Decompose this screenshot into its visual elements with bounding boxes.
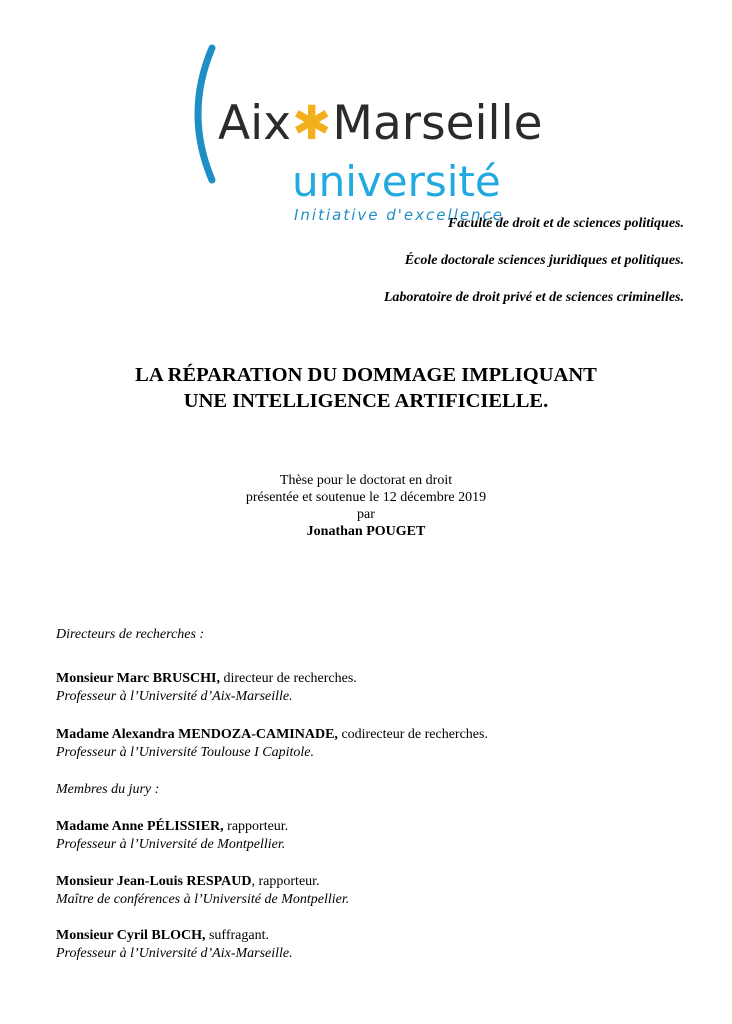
directors-heading: Directeurs de recherches : bbox=[56, 627, 205, 642]
jury-entry bbox=[56, 873, 349, 909]
logo-star-icon: ✱ bbox=[292, 96, 332, 151]
person-affiliation: Maître de conférences à l’Université de Montpellier. bbox=[56, 892, 350, 907]
person-role: rapporteur. bbox=[223, 819, 289, 834]
faculty-line: Faculté de droit et de sciences politiques. bbox=[447, 216, 684, 231]
director-entry bbox=[56, 726, 488, 762]
title-line-2: UNE INTELLIGENCE ARTIFICIELLE. bbox=[183, 390, 549, 412]
person-affiliation: Professeur à l’Université de Montpellier. bbox=[56, 837, 286, 852]
university-logo bbox=[188, 44, 578, 224]
thesis-line-3: par bbox=[357, 507, 375, 522]
thesis-line-1: Thèse pour le doctorat en droit bbox=[279, 473, 453, 488]
person-role: suffragant. bbox=[205, 928, 269, 943]
person-name: Monsieur Marc BRUSCHI, bbox=[56, 671, 220, 686]
logo-universite: université bbox=[292, 157, 501, 206]
person-role: , rapporteur. bbox=[251, 874, 320, 889]
jury-entry bbox=[56, 818, 288, 854]
thesis-info bbox=[0, 472, 732, 540]
person-affiliation: Professeur à l’Université Toulouse I Capitole. bbox=[56, 745, 314, 760]
director-entry bbox=[56, 670, 357, 706]
person-name: Monsieur Jean-Louis RESPAUD bbox=[56, 874, 252, 889]
person-affiliation: Professeur à l’Université d’Aix-Marseille. bbox=[56, 689, 293, 704]
thesis-title bbox=[0, 362, 732, 414]
logo-tagline: Initiative d'excellence bbox=[294, 206, 505, 224]
doctoral-school-line: École doctorale sciences juridiques et politiques. bbox=[404, 253, 684, 268]
laboratory-line: Laboratoire de droit privé et de sciences criminelles. bbox=[383, 290, 684, 305]
jury-heading: Membres du jury : bbox=[56, 782, 160, 797]
jury-entry bbox=[56, 927, 293, 963]
logo-wordmark: Aix✱Marseille bbox=[218, 92, 543, 156]
person-name: Madame Anne PÉLISSIER, bbox=[56, 819, 224, 834]
person-name: Monsieur Cyril BLOCH, bbox=[56, 928, 206, 943]
thesis-author: Jonathan POUGET bbox=[306, 524, 426, 539]
person-role: directeur de recherches. bbox=[219, 671, 357, 686]
title-line-1: LA RÉPARATION DU DOMMAGE IMPLIQUANT bbox=[135, 364, 597, 386]
person-name: Madame Alexandra MENDOZA-CAMINADE, bbox=[56, 727, 338, 742]
person-role: codirecteur de recherches. bbox=[337, 727, 488, 742]
person-affiliation: Professeur à l’Université d’Aix-Marseille. bbox=[56, 946, 293, 961]
thesis-line-2: présentée et soutenue le 12 décembre 2019 bbox=[245, 490, 487, 505]
